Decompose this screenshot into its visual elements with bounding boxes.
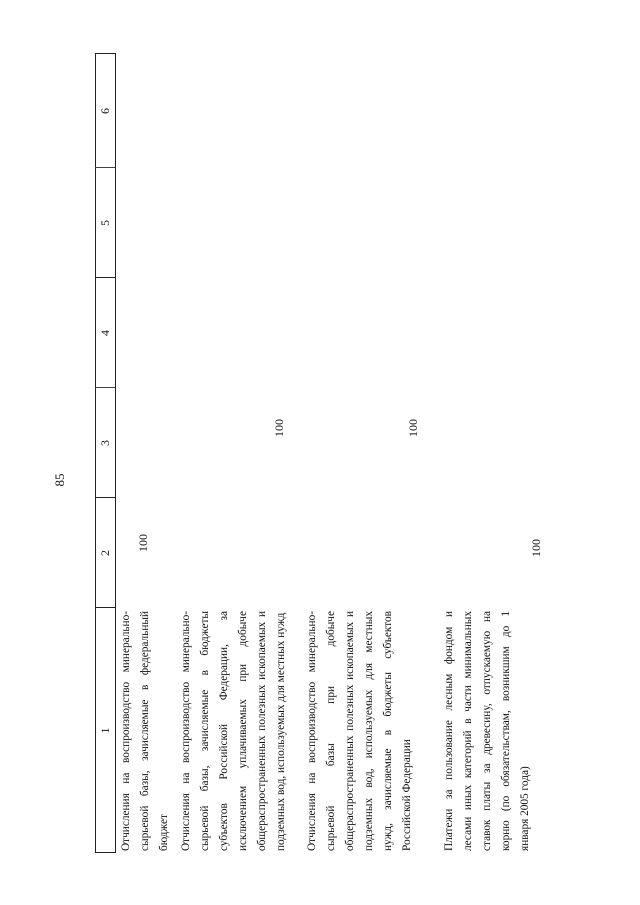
- table-row-value: 100: [406, 419, 420, 437]
- column-header-1: 1: [98, 727, 112, 734]
- table-row-label: Отчисления на воспроизводство минерально-сырьевой базы, зачисляемые в бюджеты субъектов Российской Федерации, за исключением уплачиваемых при добыче общераспространенных полезных ископаемых и подземных вод, используемых для местных нужд: [180, 611, 287, 851]
- page-number: 85: [52, 473, 67, 487]
- budget-table: [95, 53, 565, 853]
- table-row-label: Отчисления на воспроизводство минерально-сырьевой базы, зачисляемые в федеральный бюджет: [120, 611, 170, 851]
- column-header-6: 6: [98, 108, 112, 114]
- table-row-label: Отчисления на воспроизводство минерально-сырьевой базы при добыче общераспространенных полезных ископаемых и подземных вод, используемых для местных нужд, зачисляемые в бюджеты субъектов Российской Федерации: [306, 611, 413, 851]
- column-header-3: 3: [98, 440, 112, 446]
- column-header-4: 4: [98, 330, 112, 336]
- column-header-2: 2: [98, 550, 112, 556]
- table-row-value: 100: [529, 539, 543, 557]
- column-header-5: 5: [98, 220, 112, 226]
- header-bottom-border: [115, 53, 116, 853]
- table-row-label: Платежи за пользование лесным фондом и лесами иных категорий в части минимальных ставок платы за древесину, отпускаемую на корню (по обязательствам, возникшим до 1 января 2005 года): [443, 611, 531, 851]
- table-row-value: 100: [136, 534, 150, 552]
- rotated-table-container: [95, 53, 565, 853]
- table-row-value: 100: [272, 419, 286, 437]
